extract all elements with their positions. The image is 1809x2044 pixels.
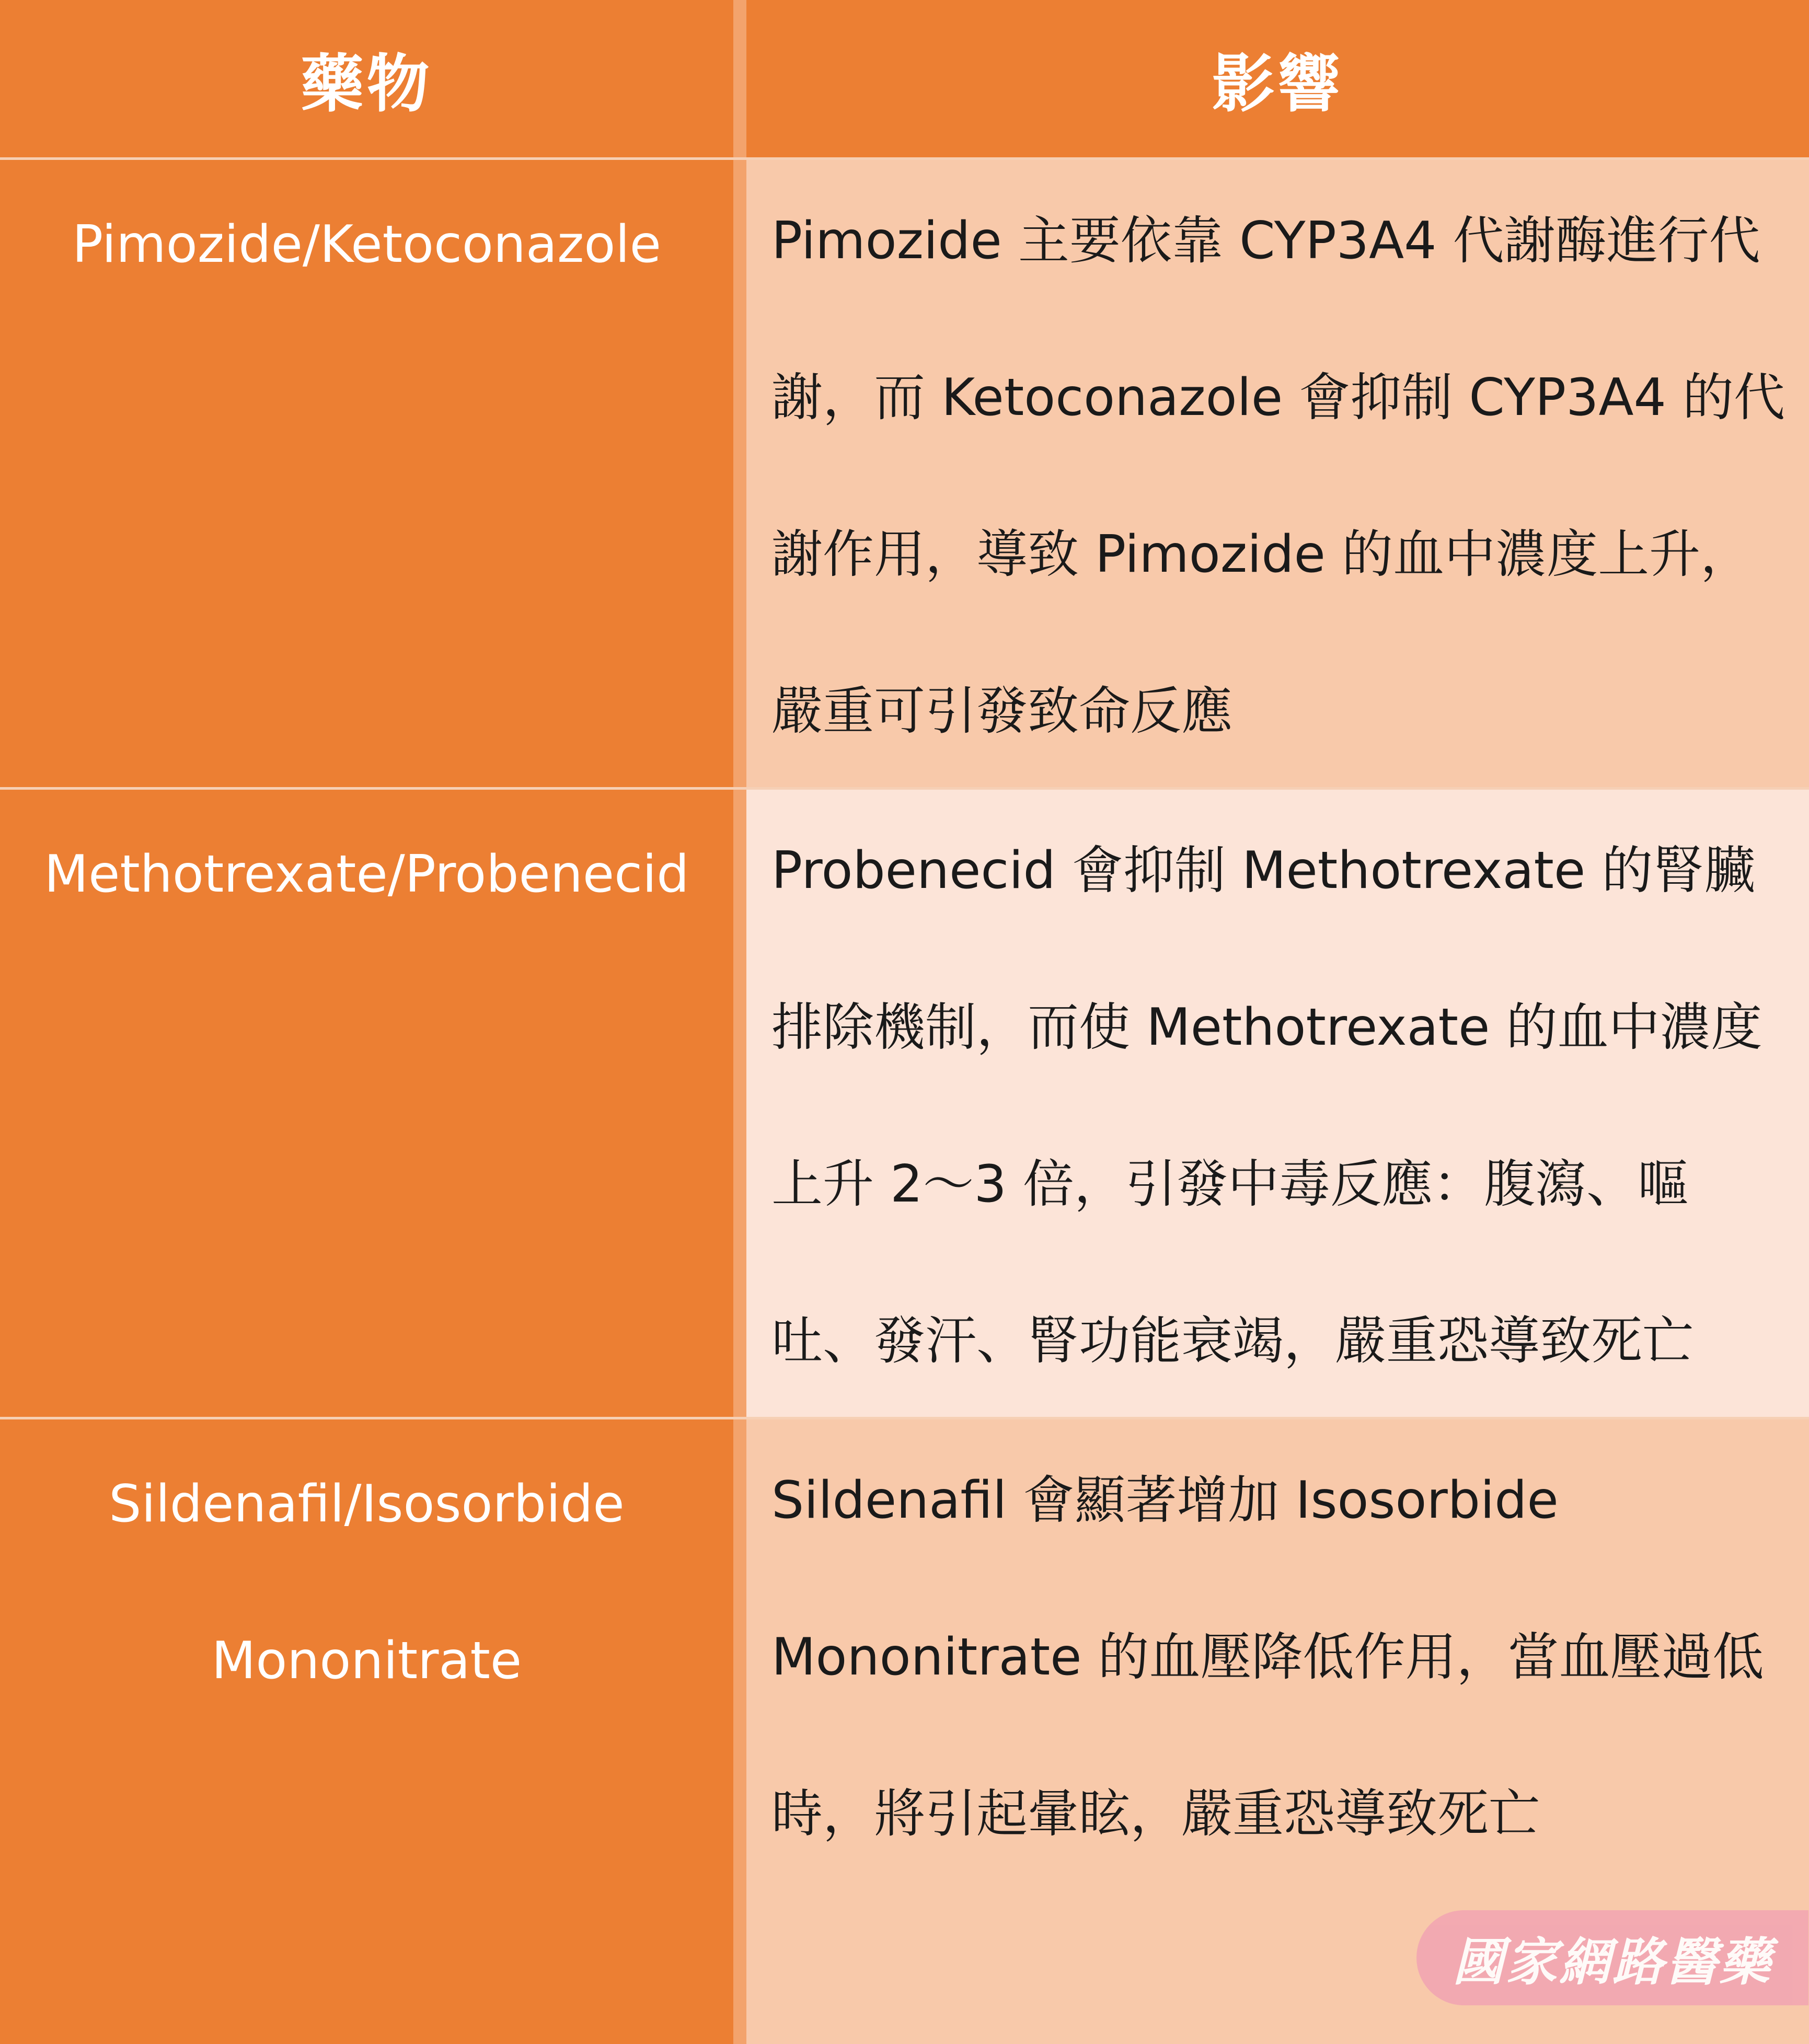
effect-line: 排除機制，而使 Methotrexate 的血中濃度 bbox=[771, 998, 1762, 1057]
drug-name-line: Mononitrate bbox=[211, 1631, 522, 1691]
watermark-logo bbox=[1416, 1910, 1808, 2005]
column-divider bbox=[733, 0, 746, 2044]
effect-line: 嚴重可引發致命反應 bbox=[771, 682, 1233, 741]
row-divider bbox=[0, 157, 1809, 160]
drug-cell bbox=[0, 160, 733, 787]
watermark-text: 國家網路醫藥 bbox=[1452, 1932, 1772, 1992]
header-effect bbox=[746, 0, 1809, 157]
effect-cell bbox=[746, 160, 1809, 787]
header-drug-label: 藥物 bbox=[301, 48, 433, 121]
row-divider bbox=[0, 1417, 1809, 1419]
effect-line: Pimozide 主要依靠 CYP3A4 代謝酶進行代 bbox=[771, 211, 1760, 271]
drug-cell bbox=[0, 1419, 733, 2044]
drug-cell bbox=[0, 790, 733, 1417]
effect-line: Probenecid 會抑制 Methotrexate 的腎臟 bbox=[771, 841, 1756, 900]
effect-line: 吐、發汗、腎功能衰竭，嚴重恐導致死亡 bbox=[771, 1311, 1694, 1371]
header-drug bbox=[0, 0, 733, 157]
drug-name-line: Pimozide/Ketoconazole bbox=[72, 215, 661, 274]
effect-line: 上升 2～3 倍，引發中毒反應：腹瀉、嘔 bbox=[771, 1154, 1689, 1214]
effect-cell bbox=[746, 790, 1809, 1417]
effect-line: Sildenafil 會顯著增加 Isosorbide bbox=[771, 1471, 1559, 1530]
effect-line: 謝，而 Ketoconazole 會抑制 CYP3A4 的代 bbox=[771, 368, 1785, 428]
effect-line: Mononitrate 的血壓降低作用，當血壓過低 bbox=[771, 1627, 1764, 1687]
drug-name-line: Methotrexate/Probenecid bbox=[44, 845, 689, 904]
row-divider bbox=[0, 787, 1809, 790]
effect-line: 謝作用，導致 Pimozide 的血中濃度上升， bbox=[771, 525, 1752, 584]
header-effect-label: 影響 bbox=[1212, 48, 1344, 121]
effect-line: 時，將引起暈眩，嚴重恐導致死亡 bbox=[771, 1784, 1540, 1844]
drug-name-line: Sildenafil/Isosorbide bbox=[109, 1474, 625, 1534]
